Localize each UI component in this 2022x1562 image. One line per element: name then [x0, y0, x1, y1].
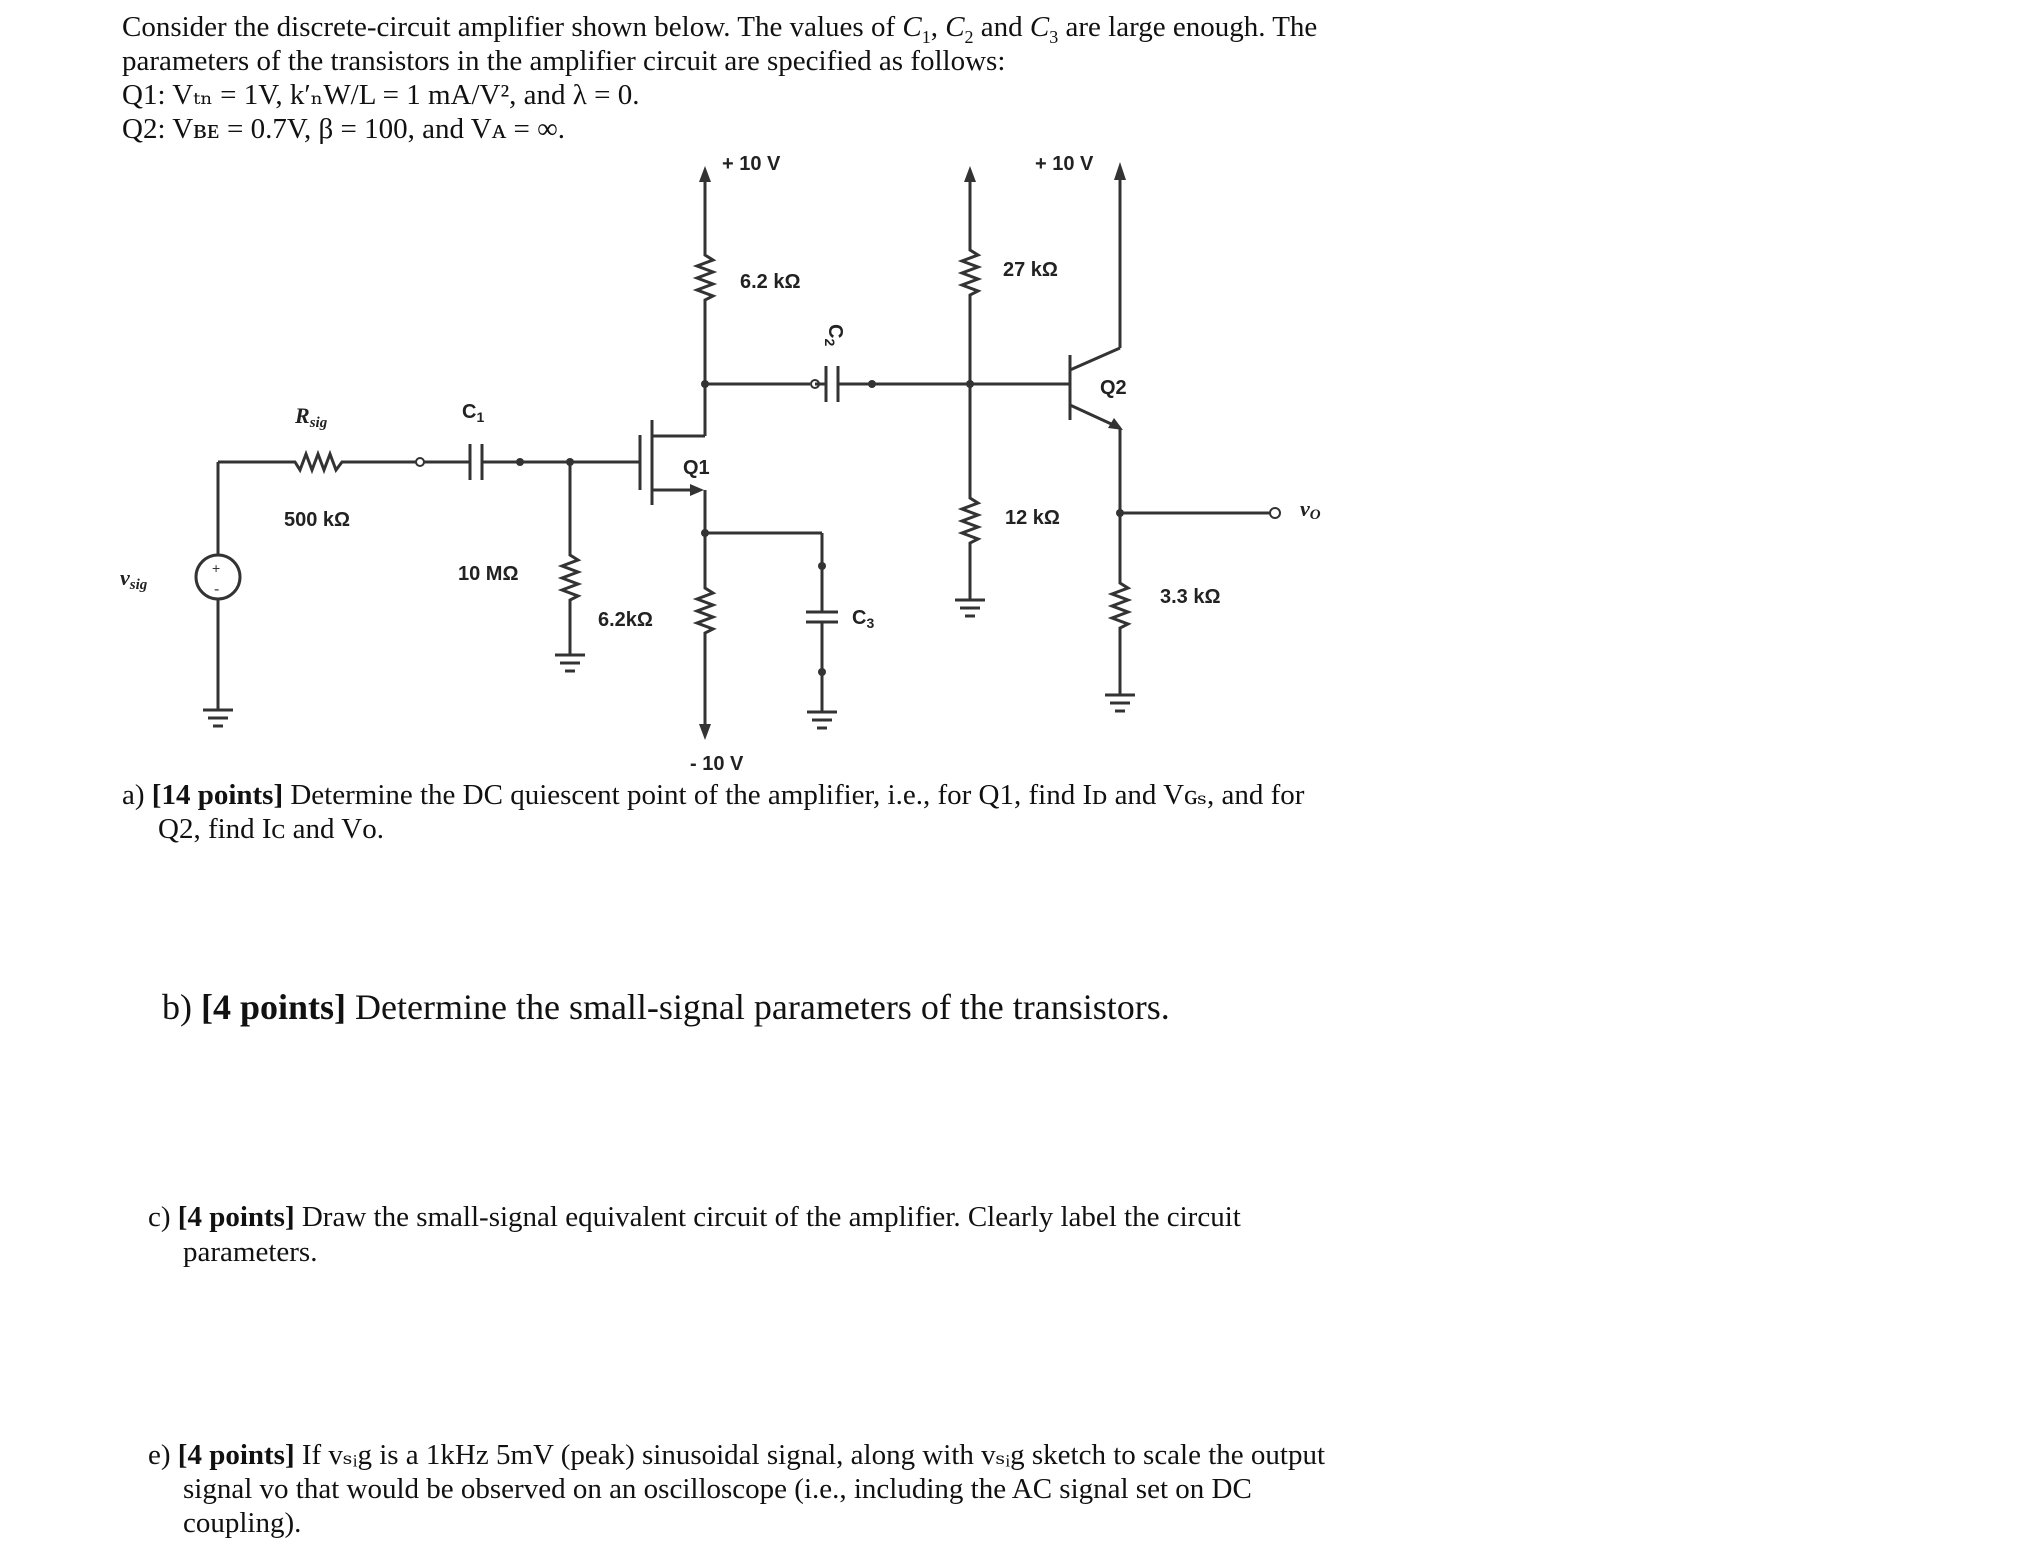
resistor-27k	[962, 240, 978, 490]
label-c3: $C_3$	[852, 607, 875, 631]
question-c: c) [4 points] Draw the small-signal equivalent circuit of the amplifier. Clearly label the circuit	[148, 1201, 1241, 1233]
q2-parameters: Q2: Vʙᴇ = 0.7V, β = 100, and Vᴀ = ∞.	[122, 113, 566, 145]
label-q1: Q1	[683, 457, 710, 479]
capacitor-c3	[806, 612, 838, 712]
supply-arrow-middle	[964, 166, 976, 240]
label-q2: Q2	[1100, 377, 1127, 399]
svg-text:-: -	[214, 581, 220, 598]
label-rg: 10 MΩ	[458, 563, 519, 585]
intro-line-2: parameters of the transistors in the amplifier circuit are specified as follows:	[122, 45, 1006, 77]
question-e-line-2: signal vᴏ that would be observed on an oscilloscope (i.e., including the AC signal set on DC	[183, 1473, 1252, 1505]
neg-supply-label: - 10 V	[690, 753, 744, 775]
resistor-rsig	[218, 454, 416, 555]
q1-parameters: Q1: Vₜₙ = 1V, k′ₙW/L = 1 mA/V², and λ = 0.	[122, 79, 640, 111]
supply-label-right: + 10 V	[1035, 153, 1094, 175]
resistor-12k	[962, 490, 978, 600]
label-vo: vO	[1300, 496, 1321, 523]
label-rsig: Rsig	[295, 403, 328, 431]
node-bias	[966, 380, 974, 388]
label-rd: 6.2 kΩ	[740, 271, 801, 293]
resistor-rd	[697, 245, 713, 436]
question-a: a) [14 points] Determine the DC quiescent point of the amplifier, i.e., for Q1, find Iᴅ and Vɢₛ, and for	[122, 779, 1305, 811]
resistor-rg	[555, 462, 585, 671]
resistor-rs	[697, 580, 713, 740]
question-c-cont: parameters.	[183, 1236, 318, 1268]
label-rs: 6.2kΩ	[598, 609, 653, 631]
transistor-q1	[640, 420, 705, 580]
label-vsig: vsig	[120, 565, 148, 593]
output-terminal	[1270, 508, 1280, 518]
label-rsig-value: 500 kΩ	[284, 509, 351, 531]
intro-line-1: Consider the discrete-circuit amplifier shown below. The values of $C_1$, $C_2$ and $C_3$ are large enough. The	[122, 11, 1318, 47]
label-c1: $C_1$	[462, 401, 485, 425]
ground-re	[1105, 695, 1135, 711]
voltage-source-vsig	[196, 555, 240, 726]
ground-c3	[807, 712, 837, 728]
supply-arrow-left	[699, 166, 711, 245]
question-b: b) [4 points] Determine the small-signal parameters of the transistors.	[162, 987, 1170, 1027]
capacitor-c1	[465, 444, 520, 480]
label-re: 3.3 kΩ	[1160, 586, 1221, 608]
question-a-cont: Q2, find Iᴄ and Vᴏ.	[158, 813, 384, 845]
ground-12k	[955, 600, 985, 616]
label-27k: 27 kΩ	[1003, 259, 1058, 281]
svg-text:+: +	[212, 560, 221, 576]
capacitor-c2	[820, 366, 870, 402]
question-e-line-3: coupling).	[183, 1507, 302, 1539]
supply-label-left: + 10 V	[722, 153, 781, 175]
label-12k: 12 kΩ	[1005, 507, 1060, 529]
label-c2: $C_2$	[822, 324, 846, 347]
question-e: e) [4 points] If vₛᵢg is a 1kHz 5mV (peak) sinusoidal signal, along with vₛᵢg sketch to scale the output	[148, 1439, 1326, 1471]
resistor-re	[1112, 575, 1128, 695]
